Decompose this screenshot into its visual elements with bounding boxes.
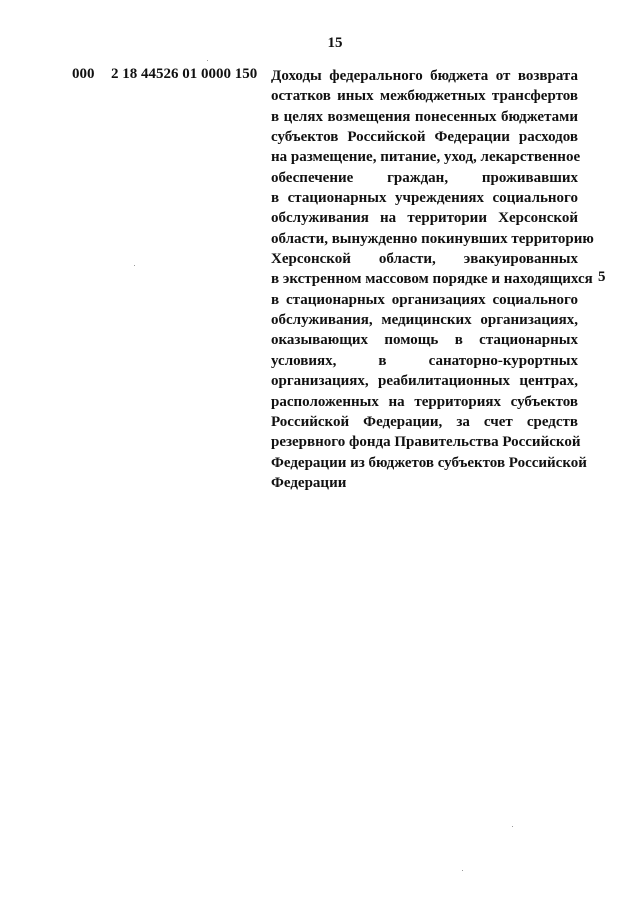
income-name-line: остатков иных межбюджетных трансфертов: [271, 88, 578, 105]
income-name-line: резервного фонда Правительства Российской: [271, 434, 581, 451]
scan-speck: [207, 60, 208, 61]
scan-speck: [512, 826, 513, 827]
admin-code: 000: [72, 66, 95, 82]
income-name-line: обслуживания на территории Херсонской: [271, 210, 578, 227]
income-name-line: оказывающих помощь в стационарных: [271, 332, 578, 349]
income-name-line: в стационарных организациях социального: [271, 291, 578, 308]
budget-classification-code: 2 18 44526 01 0000 150: [111, 66, 258, 82]
income-name-line: Херсонской области, эвакуированных: [271, 251, 578, 268]
income-name-line: на размещение, питание, уход, лекарственное: [271, 149, 581, 166]
income-name-line: Федерации из бюджетов субъектов Российской: [271, 454, 587, 471]
income-name-line: в целях возмещения понесенных бюджетами: [271, 108, 578, 125]
scan-speck: [134, 265, 135, 266]
income-name-line: обслуживания, медицинских организациях,: [271, 312, 578, 329]
income-name-line: области, вынужденно покинувших территорию: [271, 230, 594, 247]
income-name-line: в стационарных учреждениях социального: [271, 190, 578, 207]
income-name-line: Доходы федерального бюджета от возврата: [271, 68, 578, 84]
income-name-line: в экстренном массовом порядке и находящихся: [271, 271, 593, 288]
page-number: 15: [327, 35, 343, 51]
income-name-line: обеспечение граждан, проживавших: [271, 169, 578, 186]
income-name-line: Российской Федерации, за счет средств: [271, 413, 578, 430]
scan-speck: [462, 870, 463, 871]
income-name-line: Федерации: [271, 474, 347, 491]
income-name-line: организациях, реабилитационных центрах,: [271, 373, 578, 390]
income-name-line: расположенных на территориях субъектов: [271, 393, 578, 410]
income-name: [271, 66, 594, 493]
income-name-line: условиях, в санаторно-курортных: [271, 352, 578, 369]
distribution-rate: 5: [598, 269, 606, 285]
income-name-line: субъектов Российской Федерации расходов: [271, 129, 578, 146]
